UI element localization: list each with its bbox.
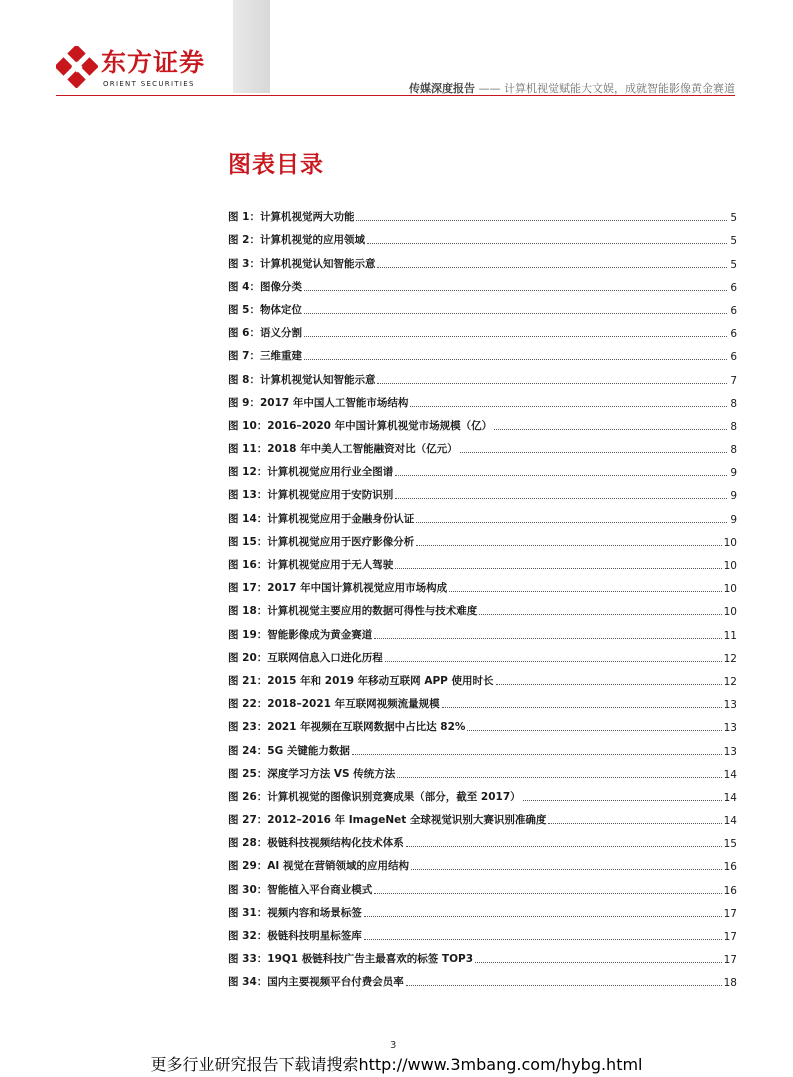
toc-leader-dots: [364, 939, 722, 940]
toc-entry-page: 17: [723, 931, 737, 943]
header-separator: ——: [475, 82, 504, 95]
toc-entry-label: 图 5：物体定位: [228, 303, 302, 316]
report-title: 计算机视觉赋能大文娱，成就智能影像黄金赛道: [504, 82, 735, 95]
toc-entry-label: 图 15：计算机视觉应用于医疗影像分析: [228, 535, 415, 548]
toc-entry-page: 14: [723, 815, 737, 828]
toc-entry[interactable]: [228, 479, 737, 502]
toc-entry[interactable]: [228, 549, 737, 572]
toc-entry-page: 9: [730, 467, 737, 480]
toc-entry-label: 图 13：计算机视觉应用于安防识别: [228, 489, 394, 502]
toc-leader-dots: [406, 846, 722, 847]
toc-entry-page: 11: [723, 629, 737, 642]
toc-entry-page: 5: [730, 235, 737, 248]
toc-entry-label: 图 33：19Q1 极链科技广告主最喜欢的标签 TOP3: [228, 953, 474, 966]
toc-entry[interactable]: [228, 526, 737, 549]
toc-leader-dots: [406, 985, 722, 986]
toc-entry-label: 图 7：三维重建: [228, 350, 302, 363]
toc-entry-page: 6: [730, 281, 737, 294]
toc-entry-page: 13: [723, 699, 737, 712]
toc-entry-page: 15: [723, 838, 737, 851]
toc-entry[interactable]: [228, 340, 737, 363]
toc-leader-dots: [395, 475, 727, 476]
toc-entry-page: 8: [730, 420, 737, 433]
brand-name-en: ORIENT SECURITIES: [103, 80, 195, 88]
toc-entry[interactable]: [228, 827, 737, 850]
toc-entry-page: 13: [723, 722, 737, 735]
toc-leader-dots: [304, 336, 727, 337]
toc-entry-page: 10: [723, 536, 737, 549]
toc-entry[interactable]: [228, 665, 737, 688]
toc-entry-page: 10: [723, 606, 737, 619]
header-divider: [56, 95, 735, 96]
toc-entry[interactable]: [228, 247, 737, 270]
toc-entry[interactable]: [228, 873, 737, 896]
toc-entry-page: 14: [723, 768, 737, 781]
toc-leader-dots: [411, 869, 722, 870]
toc-leader-dots: [395, 568, 721, 569]
toc-entry[interactable]: [228, 920, 737, 943]
toc-leader-dots: [467, 730, 721, 731]
toc-entry-label: 图 9：2017 年中国人工智能市场结构: [228, 396, 409, 409]
toc-entry[interactable]: [228, 456, 737, 479]
toc-leader-dots: [449, 591, 721, 592]
toc-entry[interactable]: [228, 943, 737, 966]
toc-entry-label: 图 21：2015 年和 2019 年移动互联网 APP 使用时长: [228, 674, 494, 687]
toc-leader-dots: [548, 823, 721, 824]
toc-entry[interactable]: [228, 317, 737, 340]
toc-entry-page: 6: [730, 328, 737, 341]
toc-entry-label: 图 16：计算机视觉应用于无人驾驶: [228, 559, 394, 571]
page-number: 3: [390, 1040, 397, 1051]
toc-leader-dots: [442, 707, 722, 708]
toc-entry-page: 10: [723, 583, 737, 596]
toc-entry-page: 6: [730, 304, 737, 317]
toc-leader-dots: [496, 684, 722, 685]
toc-entry-label: 图 26：计算机视觉的图像识别竞赛成果（部分，截至 2017）: [228, 790, 521, 803]
toc-leader-dots: [479, 614, 721, 615]
toc-leader-dots: [475, 962, 722, 963]
toc-leader-dots: [416, 545, 721, 546]
toc-entry[interactable]: [228, 688, 737, 711]
toc-entry-page: 7: [730, 374, 737, 387]
toc-leader-dots: [494, 429, 727, 430]
toc-entry-page: 16: [723, 884, 737, 897]
toc-leader-dots: [304, 359, 727, 360]
toc-entry[interactable]: [228, 758, 737, 781]
toc-entry-label: 图 31：视频内容和场景标签: [228, 906, 362, 919]
toc-leader-dots: [374, 638, 721, 639]
toc-list: [228, 201, 737, 989]
toc-entry-label: 图 1：计算机视觉两大功能: [228, 211, 355, 224]
toc-entry[interactable]: [228, 595, 737, 618]
toc-entry-page: 9: [730, 490, 737, 503]
toc-entry[interactable]: [228, 711, 737, 734]
toc-entry[interactable]: [228, 966, 737, 989]
toc-entry[interactable]: [228, 781, 737, 804]
toc-entry[interactable]: [228, 502, 737, 525]
toc-entry-label: 图 3：计算机视觉认知智能示意: [228, 257, 376, 270]
toc-entry[interactable]: [228, 433, 737, 456]
toc-entry[interactable]: [228, 572, 737, 595]
toc-entry[interactable]: [228, 642, 737, 665]
toc-entry-label: 图 32：极链科技明星标签库: [228, 930, 362, 942]
toc-entry-page: 9: [730, 513, 737, 526]
toc-entry-page: 14: [723, 791, 737, 804]
toc-entry-page: 5: [730, 258, 737, 271]
toc-entry-label: 图 11：2018 年中美人工智能融资对比（亿元）: [228, 443, 458, 456]
toc-entry-page: 6: [730, 351, 737, 364]
toc-entry-label: 图 28：极链科技视频结构化技术体系: [228, 837, 404, 850]
toc-entry-label: 图 29：AI 视觉在营销领域的应用结构: [228, 860, 409, 873]
toc-entry-label: 图 18：计算机视觉主要应用的数据可得性与技术难度: [228, 605, 478, 618]
toc-leader-dots: [356, 220, 727, 221]
report-type: 传媒深度报告: [409, 82, 475, 95]
toc-leader-dots: [416, 522, 727, 523]
toc-leader-dots: [364, 916, 722, 917]
orient-logo-icon: [56, 46, 98, 88]
toc-entry-page: 5: [730, 212, 737, 225]
toc-entry-label: 图 22：2018–2021 年互联网视频流量规模: [228, 698, 440, 711]
toc-entry-label: 图 20：互联网信息入口进化历程: [228, 651, 383, 664]
toc-entry[interactable]: [228, 271, 737, 294]
toc-entry-page: 16: [723, 861, 737, 874]
toc-entry-label: 图 25：深度学习方法 VS 传统方法: [228, 767, 396, 780]
toc-entry-label: 图 14：计算机视觉应用于金融身份认证: [228, 512, 415, 525]
toc-entry[interactable]: [228, 618, 737, 641]
toc-leader-dots: [304, 313, 727, 314]
toc-leader-dots: [460, 452, 727, 453]
toc-entry-page: 8: [730, 444, 737, 457]
toc-leader-dots: [385, 661, 722, 662]
toc-entry[interactable]: [228, 363, 737, 386]
toc-entry-label: 图 30：智能植入平台商业模式: [228, 883, 373, 896]
toc-entry[interactable]: [228, 387, 737, 410]
toc-entry-label: 图 19：智能影像成为黄金赛道: [228, 628, 373, 641]
toc-leader-dots: [523, 800, 722, 801]
toc-entry-label: 图 23：2021 年视频在互联网数据中占比达 82%: [228, 721, 466, 734]
toc-entry-label: 图 34：国内主要视频平台付费会员率: [228, 976, 404, 989]
toc-leader-dots: [377, 267, 727, 268]
toc-leader-dots: [377, 383, 727, 384]
report-header: [300, 82, 735, 96]
toc-entry-label: 图 2：计算机视觉的应用领域: [228, 234, 365, 247]
toc-entry[interactable]: [228, 224, 737, 247]
toc-leader-dots: [374, 893, 721, 894]
toc-entry-label: 图 17：2017 年中国计算机视觉应用市场构成: [228, 582, 448, 595]
download-link[interactable]: 更多行业研究报告下载请搜索http://www.3mbang.com/hybg.html: [150, 1055, 643, 1074]
toc-entry-label: 图 4：图像分类: [228, 280, 302, 293]
toc-leader-dots: [395, 498, 727, 499]
toc-entry-label: 图 6：语义分割: [228, 327, 302, 340]
toc-entry-page: 8: [730, 397, 737, 410]
header-decor-band: [233, 0, 270, 93]
toc-entry-page: 12: [723, 652, 737, 665]
toc-leader-dots: [352, 754, 722, 755]
toc-entry-label: 图 24：5G 关键能力数据: [228, 744, 350, 757]
toc-entry-label: 图 12：计算机视觉应用行业全图谱: [228, 466, 394, 479]
toc-title: 图表目录: [228, 152, 324, 178]
toc-entry-label: 图 27：2012–2016 年 ImageNet 全球视觉识别大赛识别准确度: [228, 814, 547, 827]
toc-entry-page: 17: [723, 954, 737, 967]
toc-entry-page: 13: [723, 745, 737, 758]
toc-leader-dots: [304, 290, 727, 291]
toc-entry[interactable]: [228, 201, 737, 224]
toc-entry-page: 18: [723, 977, 737, 990]
toc-entry[interactable]: [228, 294, 737, 317]
toc-entry-label: 图 8：计算机视觉认知智能示意: [228, 373, 376, 386]
toc-leader-dots: [367, 243, 727, 244]
toc-entry[interactable]: [228, 804, 737, 827]
toc-leader-dots: [397, 777, 721, 778]
toc-entry-page: 10: [723, 560, 737, 572]
toc-entry-page: 12: [723, 675, 737, 688]
brand-name-cn: 东方证券: [101, 48, 206, 77]
toc-entry[interactable]: [228, 734, 737, 757]
toc-entry-label: 图 10：2016–2020 年中国计算机视觉市场规模（亿）: [228, 419, 493, 432]
toc-leader-dots: [410, 406, 727, 407]
toc-entry[interactable]: [228, 410, 737, 433]
toc-entry-page: 17: [723, 907, 737, 920]
toc-entry[interactable]: [228, 850, 737, 873]
toc-entry[interactable]: [228, 897, 737, 920]
